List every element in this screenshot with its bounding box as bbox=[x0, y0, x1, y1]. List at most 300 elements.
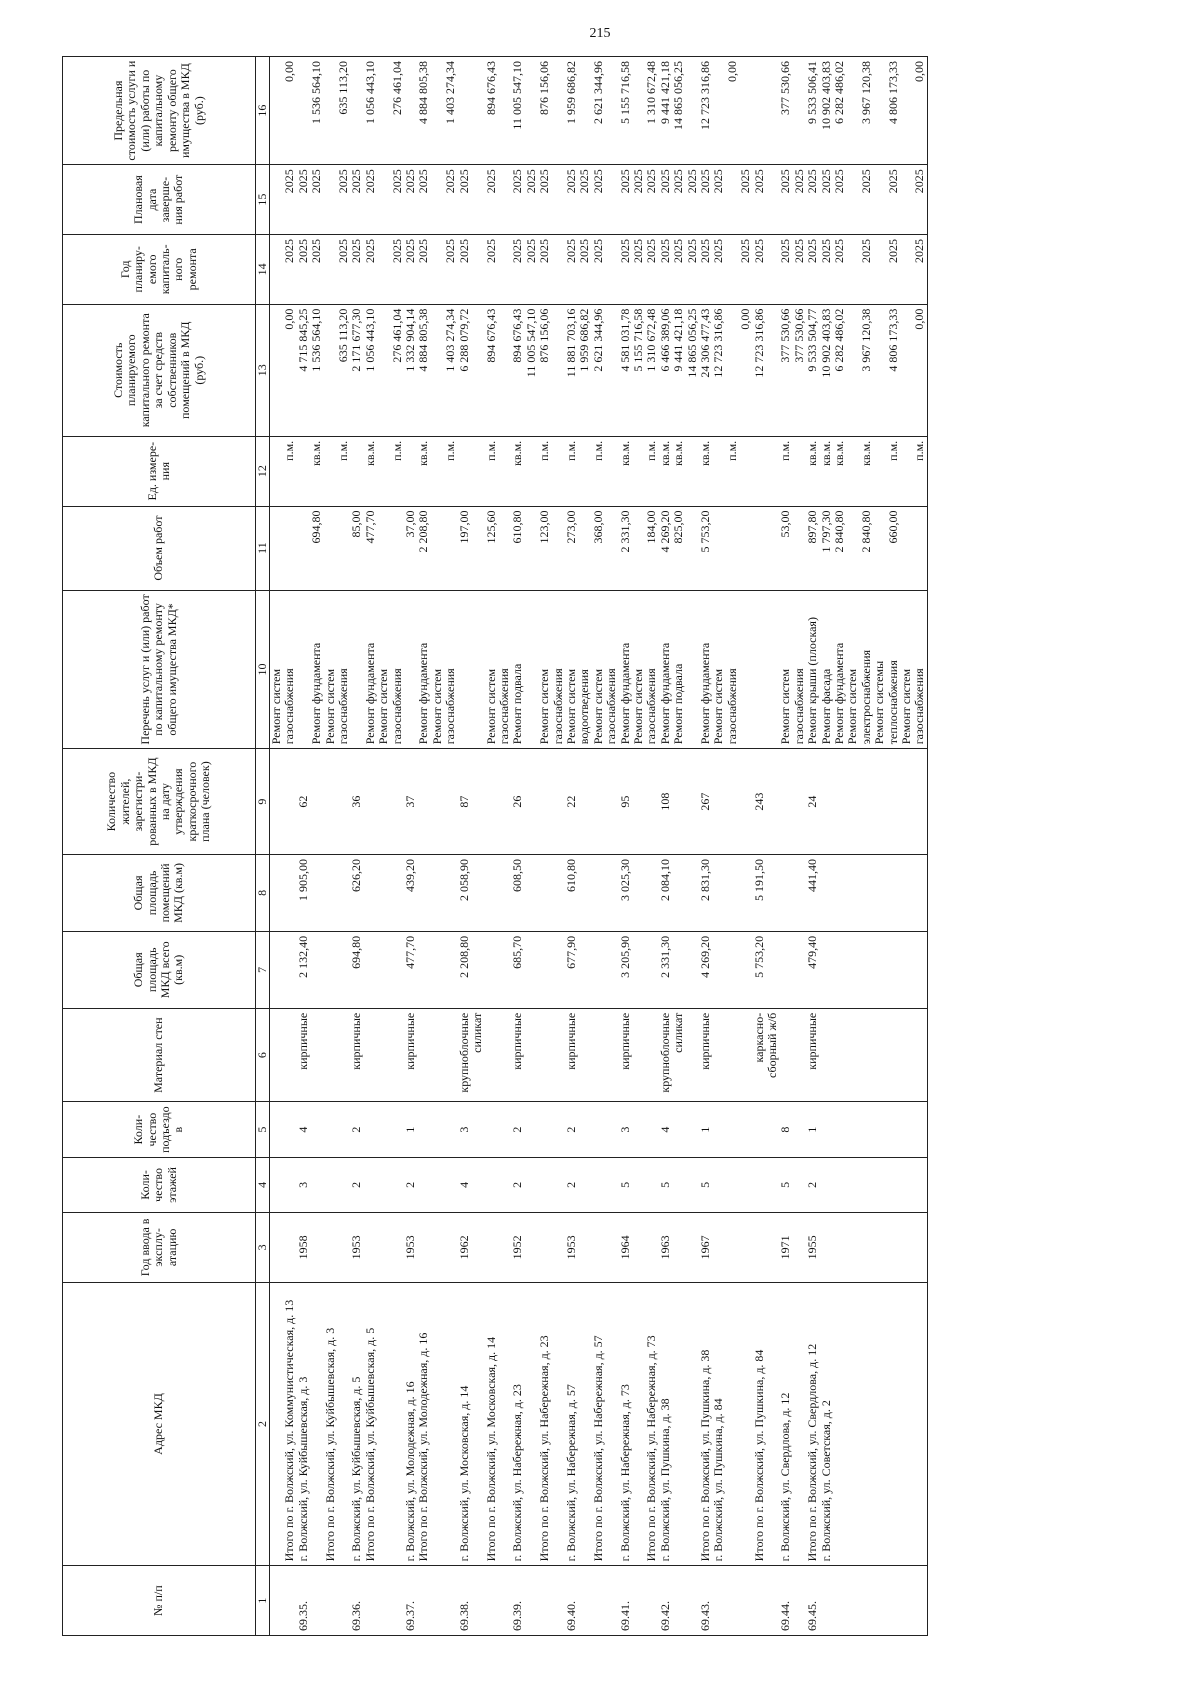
cell-col-11 bbox=[645, 506, 658, 590]
cell-line: 2025 bbox=[563, 169, 578, 194]
cell-col-14 bbox=[364, 234, 404, 304]
cell-col-3 bbox=[310, 1213, 350, 1283]
cell-line: г. Волжский, ул. Пушкина, д. 38 bbox=[657, 1398, 672, 1562]
cell-col-8 bbox=[538, 854, 565, 931]
cell-col-2 bbox=[404, 1282, 417, 1566]
cell-col-11 bbox=[364, 506, 404, 590]
table-row bbox=[297, 57, 310, 1636]
cell-line: 14 865 056,25 bbox=[684, 308, 699, 378]
cell-col-7 bbox=[699, 931, 753, 1008]
cell-col-5 bbox=[659, 1102, 699, 1157]
cell-line: 24 306 477,43 bbox=[698, 308, 712, 378]
cell-line: Ремонт систем bbox=[845, 668, 860, 745]
cell-line: 1958 bbox=[295, 1235, 310, 1260]
cell-col-16 bbox=[619, 57, 646, 165]
cell-col-8 bbox=[806, 854, 927, 931]
cell-line: 2025 bbox=[443, 238, 458, 263]
cell-line: 1 536 564,10 bbox=[309, 61, 324, 124]
table-row bbox=[779, 57, 806, 1636]
cell-col-9 bbox=[619, 749, 646, 855]
cell-line bbox=[431, 309, 444, 432]
cell-col-4 bbox=[538, 1157, 565, 1212]
cell-line bbox=[270, 441, 283, 502]
cell-col-9 bbox=[511, 749, 538, 855]
cell-col-16 bbox=[538, 57, 565, 165]
cell-col-13 bbox=[699, 304, 753, 436]
cell-line: 5 191,50 bbox=[751, 858, 766, 901]
cell-line: 6 282 486,02 bbox=[832, 61, 847, 124]
cell-line: 1963 bbox=[657, 1235, 672, 1260]
cell-col-12 bbox=[458, 436, 485, 506]
col-number: 3 bbox=[256, 1213, 270, 1283]
cell-col-8 bbox=[404, 854, 417, 931]
cell-col-1 bbox=[659, 1566, 699, 1636]
cell-col-8 bbox=[753, 854, 780, 931]
col-number: 8 bbox=[256, 854, 270, 931]
cell-col-2 bbox=[310, 1282, 350, 1566]
table-row bbox=[364, 57, 404, 1636]
cell-line: 2025 bbox=[295, 169, 310, 194]
cell-col-6 bbox=[350, 1008, 363, 1102]
cell-line: 2025 bbox=[711, 169, 726, 194]
cell-line: 2025 bbox=[336, 238, 351, 263]
cell-col-12 bbox=[806, 436, 927, 506]
cell-line: газоснабжения bbox=[282, 668, 297, 745]
cell-col-15 bbox=[297, 165, 310, 235]
cell-line: 4 884 805,38 bbox=[416, 308, 431, 372]
cell-col-10 bbox=[806, 590, 927, 749]
cell-line: Ремонт систем bbox=[483, 668, 498, 745]
cell-col-2 bbox=[806, 1282, 927, 1566]
cell-col-6 bbox=[806, 1008, 927, 1102]
cell-line: кирпичные bbox=[617, 1012, 632, 1070]
cell-line: Итого по г. Волжский, ул. Набережная, д. 23 bbox=[537, 1335, 552, 1562]
cell-col-7 bbox=[565, 931, 592, 1008]
cell-col-13 bbox=[404, 304, 417, 436]
cell-line: 2025 bbox=[309, 238, 324, 263]
cell-line: 1 bbox=[403, 1126, 418, 1133]
cell-line: 2025 bbox=[885, 238, 900, 263]
cell-line: 4 806 173,33 bbox=[885, 61, 900, 124]
cell-col-13 bbox=[485, 304, 512, 436]
cell-col-12 bbox=[511, 436, 538, 506]
cell-col-10 bbox=[404, 590, 417, 749]
col-number: 11 bbox=[256, 506, 270, 590]
page-number: 215 bbox=[589, 26, 611, 41]
cell-line: кирпичные bbox=[349, 1012, 364, 1070]
cell-line: Ремонт подвала bbox=[510, 663, 525, 745]
table-row bbox=[806, 57, 927, 1636]
cell-line: 2025 bbox=[751, 238, 766, 263]
cell-line: 1971 bbox=[778, 1235, 793, 1260]
col-header: № п/п bbox=[63, 1566, 256, 1636]
cell-col-15 bbox=[645, 165, 658, 235]
cell-line: 4 715 845,25 bbox=[295, 308, 310, 372]
table-row bbox=[753, 57, 780, 1636]
cell-line bbox=[431, 441, 444, 502]
cell-line: п.м. bbox=[336, 440, 351, 461]
cell-col-3 bbox=[779, 1213, 806, 1283]
cell-line bbox=[873, 309, 886, 432]
cell-line: 694,80 bbox=[349, 935, 364, 969]
cell-col-11 bbox=[538, 506, 565, 590]
cell-col-8 bbox=[270, 854, 297, 931]
cell-line: 2 bbox=[563, 1126, 578, 1133]
cell-line: 69.37. bbox=[403, 1601, 418, 1631]
cell-col-1 bbox=[404, 1566, 417, 1636]
cell-col-6 bbox=[753, 1008, 780, 1102]
cell-line: 3 bbox=[295, 1181, 310, 1188]
cell-line: 2025 bbox=[818, 169, 833, 194]
table-row bbox=[619, 57, 646, 1636]
cell-line: 2 331,30 bbox=[617, 510, 632, 553]
column-number-row bbox=[256, 57, 270, 1636]
cell-line: 2025 bbox=[389, 238, 404, 263]
cell-line bbox=[873, 239, 886, 300]
cell-line: 2025 bbox=[684, 238, 699, 263]
cell-line: 125,60 bbox=[483, 510, 498, 544]
cell-line: кв.м. bbox=[818, 440, 833, 466]
cell-line: 69.42. bbox=[657, 1601, 672, 1631]
table-row bbox=[511, 57, 538, 1636]
cell-col-1 bbox=[458, 1566, 485, 1636]
cell-col-6 bbox=[297, 1008, 310, 1102]
col-number: 2 bbox=[256, 1282, 270, 1566]
cell-col-6 bbox=[565, 1008, 592, 1102]
cell-line: 441,40 bbox=[805, 858, 820, 892]
cell-col-9 bbox=[458, 749, 485, 855]
cell-line: 2 bbox=[349, 1126, 364, 1133]
cell-line: газоснабжения bbox=[336, 668, 351, 745]
cell-line: силикат bbox=[671, 1012, 686, 1053]
cell-col-10 bbox=[350, 590, 363, 749]
cell-line: газоснабжения bbox=[550, 668, 565, 745]
cell-col-1 bbox=[511, 1566, 538, 1636]
cell-col-1 bbox=[310, 1566, 350, 1636]
cell-line: 2 bbox=[805, 1181, 820, 1188]
cell-line: кв.м. bbox=[416, 440, 431, 466]
cell-line: 2025 bbox=[309, 169, 324, 194]
cell-col-1 bbox=[645, 1566, 658, 1636]
cell-line: 123,00 bbox=[537, 510, 552, 544]
cell-col-9 bbox=[645, 749, 658, 855]
cell-line: 53,00 bbox=[778, 510, 793, 538]
cell-line: 2025 bbox=[698, 169, 712, 194]
cell-line: Ремонт систем bbox=[322, 668, 337, 745]
cell-line: Итого по г. Волжский, ул. Молодежная, д. 16 bbox=[416, 1332, 431, 1562]
cell-col-2 bbox=[350, 1282, 363, 1566]
cell-col-12 bbox=[753, 436, 780, 506]
cell-line: 2 bbox=[563, 1181, 578, 1188]
cell-line: 2025 bbox=[698, 238, 712, 263]
cell-line: г. Волжский, ул. Молодежная, д. 16 bbox=[403, 1381, 418, 1562]
cell-line: 22 bbox=[563, 795, 578, 808]
cell-col-5 bbox=[458, 1102, 485, 1157]
cell-col-1 bbox=[350, 1566, 363, 1636]
cell-line: 1 332 904,14 bbox=[403, 308, 418, 372]
cell-col-12 bbox=[592, 436, 619, 506]
cell-col-7 bbox=[364, 931, 404, 1008]
cell-col-9 bbox=[779, 749, 806, 855]
cell-line: 2 831,30 bbox=[698, 858, 712, 901]
cell-col-16 bbox=[404, 57, 417, 165]
cell-line: 2025 bbox=[885, 169, 900, 194]
col-header: Коли-чество подъездо в bbox=[63, 1102, 256, 1157]
cell-col-13 bbox=[350, 304, 363, 436]
cell-line: Итого по г. Волжский, ул. Свердлова, д. 12 bbox=[805, 1343, 820, 1562]
cell-col-1 bbox=[538, 1566, 565, 1636]
cell-col-6 bbox=[538, 1008, 565, 1102]
table-row bbox=[659, 57, 699, 1636]
cell-line: Итого по г. Волжский, ул. Пушкина, д. 84 bbox=[751, 1349, 766, 1562]
col-header: Коли-чество этажей bbox=[63, 1157, 256, 1212]
cell-col-2 bbox=[538, 1282, 565, 1566]
cell-line: Итого по г. Волжский, ул. Пушкина, д. 38 bbox=[698, 1349, 712, 1562]
cell-line: Итого по г. Волжский, ул. Московская, д. 14 bbox=[483, 1336, 498, 1562]
cell-col-1 bbox=[565, 1566, 592, 1636]
cell-col-13 bbox=[270, 304, 297, 436]
cell-col-4 bbox=[350, 1157, 363, 1212]
cell-col-13 bbox=[592, 304, 619, 436]
cell-col-11 bbox=[297, 506, 310, 590]
cell-line: Итого по г. Волжский, ул. Набережная, д. 73 bbox=[644, 1335, 659, 1562]
cell-line: кв.м. bbox=[698, 440, 712, 466]
cell-line: Ремонт систем bbox=[563, 668, 578, 745]
cell-line: 9 441 421,18 bbox=[657, 61, 672, 124]
cell-line: 6 288 079,72 bbox=[456, 308, 471, 372]
cell-line: 2025 bbox=[644, 238, 659, 263]
cell-line: 2025 bbox=[858, 238, 873, 263]
cell-col-9 bbox=[699, 749, 753, 855]
cell-line bbox=[270, 61, 283, 160]
cell-line: 2025 bbox=[738, 238, 753, 263]
cell-col-2 bbox=[458, 1282, 485, 1566]
cell-line: 5 bbox=[617, 1181, 632, 1188]
cell-col-8 bbox=[619, 854, 646, 931]
cell-col-11 bbox=[699, 506, 753, 590]
cell-line bbox=[873, 61, 886, 160]
cell-col-13 bbox=[310, 304, 350, 436]
cell-line: 1953 bbox=[563, 1235, 578, 1260]
cell-line: 4 806 173,33 bbox=[885, 308, 900, 372]
cell-col-15 bbox=[592, 165, 619, 235]
cell-col-5 bbox=[699, 1102, 753, 1157]
cell-line: 685,70 bbox=[510, 935, 525, 969]
cell-line: 2025 bbox=[832, 169, 847, 194]
cell-col-1 bbox=[485, 1566, 512, 1636]
cell-line: 2025 bbox=[912, 238, 927, 263]
cell-line: 69.35. bbox=[295, 1601, 310, 1631]
cell-line bbox=[324, 309, 337, 432]
cell-line: 1 310 672,48 bbox=[644, 61, 659, 124]
cell-line: 2025 bbox=[483, 169, 498, 194]
cell-col-15 bbox=[699, 165, 753, 235]
cell-col-12 bbox=[310, 436, 350, 506]
cell-line: 2025 bbox=[657, 169, 672, 194]
cell-line: 1 403 274,34 bbox=[443, 61, 458, 124]
cell-col-9 bbox=[417, 749, 457, 855]
cell-col-12 bbox=[297, 436, 310, 506]
cell-line: 184,00 bbox=[644, 510, 659, 544]
cell-col-11 bbox=[806, 506, 927, 590]
table-row bbox=[565, 57, 592, 1636]
cell-col-13 bbox=[511, 304, 538, 436]
cell-line: Ремонт фундамента bbox=[309, 642, 324, 745]
cell-col-12 bbox=[645, 436, 658, 506]
cell-col-14 bbox=[753, 234, 780, 304]
cell-line: 2025 bbox=[456, 238, 471, 263]
cell-line: газоснабжения bbox=[644, 668, 659, 745]
cell-col-6 bbox=[417, 1008, 457, 1102]
cell-col-2 bbox=[297, 1282, 310, 1566]
cell-line: г. Волжский, ул. Пушкина, д. 84 bbox=[711, 1398, 726, 1562]
cell-line: 2025 bbox=[443, 169, 458, 194]
cell-line: 694,80 bbox=[309, 510, 324, 544]
cell-line: 5 155 716,58 bbox=[630, 308, 645, 372]
cell-line: г. Волжский, ул. Свердлова, д. 12 bbox=[778, 1392, 793, 1562]
cell-line: 660,00 bbox=[885, 510, 900, 544]
cell-line: 626,20 bbox=[349, 858, 364, 892]
cell-col-4 bbox=[806, 1157, 927, 1212]
cell-col-9 bbox=[806, 749, 927, 855]
cell-col-14 bbox=[592, 234, 619, 304]
rotated-table-container bbox=[62, 56, 1082, 1636]
cell-line bbox=[726, 169, 739, 230]
cell-col-10 bbox=[364, 590, 404, 749]
cell-col-10 bbox=[270, 590, 297, 749]
cell-line: 2025 bbox=[805, 238, 820, 263]
cell-line bbox=[712, 441, 725, 502]
cell-line: 2025 bbox=[617, 169, 632, 194]
cell-line bbox=[913, 511, 926, 586]
cell-line: 12 723 316,86 bbox=[698, 61, 712, 130]
cell-line: 24 bbox=[805, 795, 820, 808]
cell-line bbox=[377, 239, 390, 300]
col-header: Общая площадь МКД всего (кв.м) bbox=[63, 931, 256, 1008]
cell-col-15 bbox=[364, 165, 404, 235]
cell-line bbox=[846, 309, 859, 432]
cell-col-13 bbox=[779, 304, 806, 436]
cell-col-13 bbox=[364, 304, 404, 436]
cell-line: п.м. bbox=[282, 440, 297, 461]
cell-col-3 bbox=[485, 1213, 512, 1283]
cell-col-13 bbox=[806, 304, 927, 436]
cell-line: кв.м. bbox=[510, 440, 525, 466]
cell-col-8 bbox=[310, 854, 350, 931]
cell-line: 276 461,04 bbox=[389, 61, 404, 115]
cell-col-16 bbox=[297, 57, 310, 165]
cell-col-16 bbox=[779, 57, 806, 165]
col-header: Предельная стоимость услуги и (или) работы по капитальному ремонту общего имущества в МКД (руб.) bbox=[63, 57, 256, 165]
cell-line: 4 269,20 bbox=[698, 935, 712, 978]
cell-col-10 bbox=[538, 590, 565, 749]
cell-line: 2025 bbox=[644, 169, 659, 194]
cell-col-11 bbox=[753, 506, 780, 590]
cell-col-7 bbox=[645, 931, 658, 1008]
cell-col-2 bbox=[485, 1282, 512, 1566]
cell-col-4 bbox=[699, 1157, 753, 1212]
cell-line: г. Волжский, ул. Куйбышевская, д. 3 bbox=[295, 1376, 310, 1562]
cell-line: Ремонт систем bbox=[537, 668, 552, 745]
cell-col-16 bbox=[485, 57, 512, 165]
cell-col-10 bbox=[592, 590, 619, 749]
cell-line: газоснабжения bbox=[724, 668, 739, 745]
cell-line: 2025 bbox=[684, 169, 699, 194]
cell-line: 3 bbox=[456, 1126, 471, 1133]
cell-col-16 bbox=[699, 57, 753, 165]
cell-line: газоснабжения bbox=[604, 668, 619, 745]
cell-line: 2 208,80 bbox=[416, 510, 431, 553]
cell-col-8 bbox=[364, 854, 404, 931]
cell-col-6 bbox=[458, 1008, 485, 1102]
cell-line: 26 bbox=[510, 795, 525, 808]
cell-col-8 bbox=[297, 854, 310, 931]
cell-line: 5 753,20 bbox=[751, 935, 766, 978]
cell-line: 1962 bbox=[456, 1235, 471, 1260]
cell-col-4 bbox=[645, 1157, 658, 1212]
table-row bbox=[485, 57, 512, 1636]
cell-line: 677,90 bbox=[563, 935, 578, 969]
cell-col-4 bbox=[270, 1157, 297, 1212]
capital-repair-table bbox=[62, 56, 928, 1636]
cell-line: 276 461,04 bbox=[389, 308, 404, 363]
cell-line: 825,00 bbox=[671, 510, 686, 544]
cell-col-7 bbox=[270, 931, 297, 1008]
cell-line: 2025 bbox=[617, 238, 632, 263]
cell-col-1 bbox=[699, 1566, 753, 1636]
cell-col-2 bbox=[565, 1282, 592, 1566]
cell-col-10 bbox=[297, 590, 310, 749]
cell-line: 894 676,43 bbox=[510, 308, 525, 363]
cell-line: 2 208,80 bbox=[456, 935, 471, 978]
cell-col-4 bbox=[565, 1157, 592, 1212]
cell-col-7 bbox=[458, 931, 485, 1008]
cell-line: 1 056 443,10 bbox=[362, 308, 377, 372]
cell-line: 2025 bbox=[791, 169, 806, 194]
cell-line: 2025 bbox=[282, 169, 297, 194]
cell-col-5 bbox=[565, 1102, 592, 1157]
cell-line: кирпичные bbox=[563, 1012, 578, 1070]
cell-col-3 bbox=[538, 1213, 565, 1283]
col-header: Плановая дата заверше-ния работ bbox=[63, 165, 256, 235]
cell-line: 4 581 031,78 bbox=[617, 308, 632, 372]
cell-line: сборный ж/б bbox=[765, 1012, 780, 1078]
cell-line: кирпичные bbox=[403, 1012, 418, 1070]
cell-line: 439,20 bbox=[403, 858, 418, 892]
col-number: 13 bbox=[256, 304, 270, 436]
cell-col-14 bbox=[659, 234, 699, 304]
cell-line: 11 881 703,16 bbox=[563, 308, 578, 378]
cell-line: 1 536 564,10 bbox=[309, 308, 324, 372]
cell-col-11 bbox=[659, 506, 699, 590]
cell-col-1 bbox=[806, 1566, 927, 1636]
cell-line: 635 113,20 bbox=[336, 308, 351, 363]
cell-line: 897,80 bbox=[805, 510, 820, 544]
cell-col-16 bbox=[364, 57, 404, 165]
cell-line bbox=[712, 61, 725, 160]
col-number: 7 bbox=[256, 931, 270, 1008]
cell-col-11 bbox=[485, 506, 512, 590]
cell-col-15 bbox=[538, 165, 565, 235]
cell-line: 894 676,43 bbox=[483, 308, 498, 363]
cell-line: 3 025,30 bbox=[617, 858, 632, 901]
cell-col-10 bbox=[511, 590, 538, 749]
cell-col-15 bbox=[779, 165, 806, 235]
cell-col-14 bbox=[699, 234, 753, 304]
cell-col-5 bbox=[779, 1102, 806, 1157]
cell-col-5 bbox=[645, 1102, 658, 1157]
cell-line: 4 bbox=[456, 1181, 471, 1188]
